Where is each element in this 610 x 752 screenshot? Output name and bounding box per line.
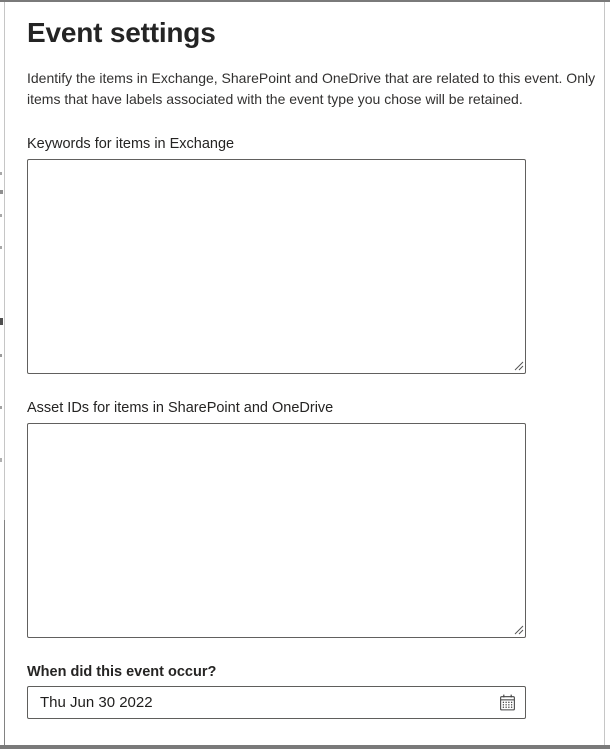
event-settings-form xyxy=(27,0,596,719)
page-description xyxy=(27,68,596,110)
event-date-input[interactable] xyxy=(28,694,492,711)
background-fragment xyxy=(0,354,2,357)
event-date-field[interactable] xyxy=(27,686,526,719)
panel-left-border xyxy=(4,2,5,520)
exchange-keywords-label: Keywords for items in Exchange xyxy=(27,136,235,152)
background-fragment xyxy=(0,214,2,217)
exchange-keywords-field xyxy=(27,159,526,374)
page-description-line1: Identify the items in Exchange, SharePoint and OneDrive that are related to this event. Only xyxy=(27,70,596,86)
resize-grip-icon[interactable] xyxy=(513,624,524,635)
page-title: Event settings xyxy=(27,17,216,48)
page-description-line2: items that have labels associated with the event type you chose will be retained. xyxy=(27,91,523,107)
frame-bottom-border xyxy=(0,745,610,749)
resize-grip-icon[interactable] xyxy=(513,360,524,371)
background-fragment xyxy=(0,318,3,325)
event-date-label: When did this event occur? xyxy=(27,664,217,680)
background-fragment xyxy=(0,172,2,175)
background-fragment xyxy=(0,406,2,409)
background-fragment xyxy=(0,458,2,462)
background-fragment xyxy=(0,246,2,249)
calendar-button[interactable] xyxy=(492,688,522,718)
panel-right-border xyxy=(604,2,605,745)
background-fragment xyxy=(0,190,3,194)
asset-ids-label: Asset IDs for items in SharePoint and OneDrive xyxy=(27,400,334,416)
exchange-keywords-textarea[interactable] xyxy=(27,159,526,374)
asset-ids-textarea[interactable] xyxy=(27,423,526,638)
asset-ids-field xyxy=(27,423,526,638)
calendar-icon xyxy=(498,693,517,712)
panel-left-border-lower xyxy=(4,520,5,745)
